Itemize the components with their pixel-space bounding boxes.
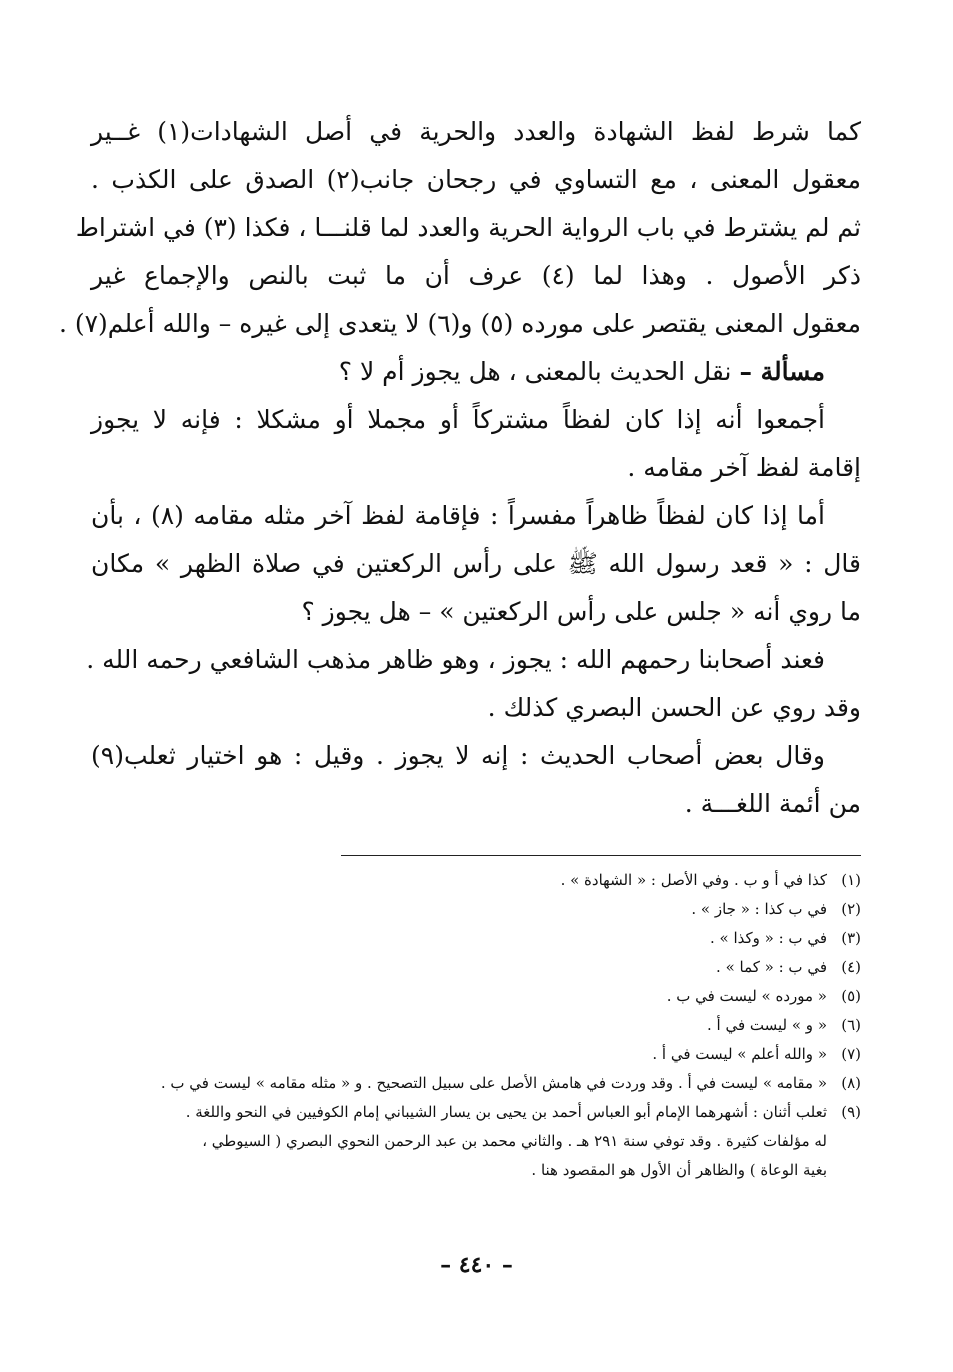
- footnote: [91, 1098, 861, 1127]
- footnote-divider: [341, 855, 861, 856]
- text-line: قال : « قعد رسول الله ﷺ على رأس الركعتين في صلاة الظهر » مكان: [91, 549, 861, 578]
- footnote-text: كذا في أ و ب . وفي الأصل : « الشهادة » .: [560, 871, 827, 889]
- text-line: إقامة لفظ آخر مقامه .: [627, 453, 861, 482]
- masala-heading: مسألة –: [739, 357, 825, 386]
- footnotes: [91, 866, 861, 1185]
- masala-text: نقل الحديث بالمعنى ، هل يجوز أم لا ؟: [338, 357, 732, 386]
- footnote: [91, 866, 861, 895]
- main-text: [58, 108, 861, 828]
- footnote-text: في ب : « وكذا » .: [709, 929, 827, 947]
- footnote-text: « و » ليست في أ .: [706, 1016, 827, 1034]
- footnote-continuation: بغية الوعاة ) والظاهر أن الأول هو المقصود هنا .: [531, 1161, 827, 1179]
- text-line: [91, 348, 861, 396]
- paragraph-4: [86, 636, 861, 732]
- text-line: فعند أصحابنا رحمهم الله : يجوز ، وهو ظاهر مذهب الشافعي رحمه الله .: [86, 645, 825, 674]
- footnote: [91, 895, 861, 924]
- text-line: أما إذا كان لفظاً ظاهراً مفسراً : فإقامة لفظ آخر مثله مقامه (٨) ، بأن: [91, 501, 826, 530]
- footnote-continuation: له مؤلفات كثيرة . وقد توفي سنة ٢٩١ هـ . والثاني محمد بن عبد الرحمن النحوي البصري ( السيوطي ،: [202, 1132, 827, 1150]
- footnote-number: (٢): [841, 900, 861, 918]
- footnote-number: (٧): [841, 1045, 861, 1063]
- paragraph-5: [91, 732, 861, 828]
- paragraph-2: [91, 396, 861, 492]
- footnote-text: ثعلب أثنان : أشهرهما الإمام أبو العباس أحمد بن يحيى بن يسار الشيباني إمام الكوفيين في النحو واللغة .: [185, 1103, 827, 1121]
- footnote-number: (٥): [841, 987, 861, 1005]
- text-line: وقال بعض أصحاب الحديث : إنه لا يجوز . وقيل : هو اختيار ثعلب(٩): [91, 741, 825, 770]
- footnote: [91, 1069, 861, 1098]
- paragraph-1: [58, 108, 861, 348]
- text-line: ذكر الأصول . وهذا لما (٤) عرف أن ما ثبت بالنص والإجماع غير: [91, 261, 861, 290]
- text-line: من أئمة اللغـــة .: [684, 789, 861, 818]
- footnote: [91, 1011, 861, 1040]
- footnote-number: (٦): [841, 1016, 861, 1034]
- footnote-text: « والله أعلم » ليست في أ .: [652, 1045, 827, 1063]
- footnote-number: (٨): [841, 1074, 861, 1092]
- footnote-text: في ب كذا : « جاز » .: [691, 900, 827, 918]
- paragraph-3: [91, 492, 861, 636]
- page-number: – ٤٤٠ –: [440, 1252, 513, 1278]
- footnote: [91, 953, 861, 982]
- footnote-number: (٣): [841, 929, 861, 947]
- footnote: [91, 924, 861, 953]
- footnote-number: (١): [841, 871, 861, 889]
- footnote: [91, 1040, 861, 1069]
- footnote-text: « مورده » ليست في ب .: [666, 987, 827, 1005]
- footnote: [91, 982, 861, 1011]
- footnote-number: (٤): [841, 958, 861, 976]
- text-line: معقول المعنى ، مع التساوي في رجحان جانب(٢) الصدق على الكذب .: [91, 165, 861, 194]
- footnote-number: (٩): [841, 1103, 861, 1121]
- text-line: معقول المعنى يقتصر على مورده (٥) و(٦) لا يتعدى إلى غيره – والله أعلم(٧) .: [58, 309, 861, 338]
- text-line: أجمعوا أنه إذا كان لفظاً مشتركاً أو مجملا أو مشكلا : فإنه لا يجوز: [91, 405, 825, 434]
- text-line: كما شرط لفظ الشهادة والعدد والحرية في أصل الشهادات(١) غــير: [91, 117, 861, 146]
- text-line: ثم لم يشترط في باب الرواية الحرية والعدد لما قلنـــا ، فكذا (٣) في اشتراط: [75, 213, 861, 242]
- footnote-text: « مقامه » ليست في أ . وقد وردت في هامش الأصل على سبيل التصحيح . و « مثله مقامه » ليست في ب .: [160, 1074, 827, 1092]
- text-line: وقد روي عن الحسن البصري كذلك .: [487, 693, 861, 722]
- masala-question: [91, 348, 861, 396]
- footnote-text: في ب : « كما » .: [716, 958, 827, 976]
- text-line: ما روي أنه « جلس على رأس الركعتين » – هل يجوز ؟: [301, 597, 861, 626]
